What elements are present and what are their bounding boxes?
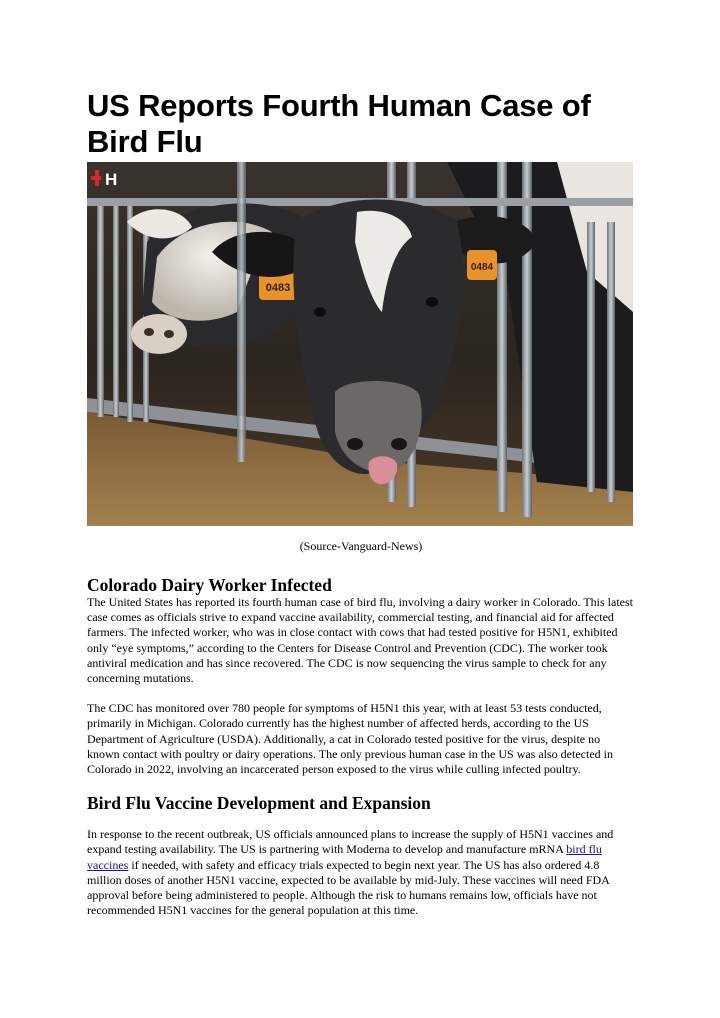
ear-tag-right-text: 0484 (470, 262, 494, 273)
photo-caption: (Source-Vanguard-News) (299, 539, 423, 553)
site-logo (91, 167, 117, 189)
article (87, 88, 635, 918)
page-title: US Reports Fourth Human Case of Bird Flu (87, 88, 591, 159)
cows-illustration (87, 162, 633, 526)
paragraph-text-before-link: In response to the recent outbreak, US officials announced plans to increase the supply of H5N1 vaccines and expand testing availability. The US is partnering with Moderna to develop and manufacture mRNA (87, 827, 614, 857)
logo-letter: H (105, 170, 118, 189)
section-heading-colorado: Colorado Dairy Worker Infected (87, 575, 332, 595)
paragraph: The United States has reported its fourth human case of bird flu, involving a dairy worker in Colorado. This latest case comes as officials strive to expand vaccine availability, commercial testing, and financial aid for affected farmers. The infected worker, who was in close contact with cows that had tested positive for H5N1, exhibited only “eye symptoms,” according to the Centers for Disease Control and Prevention (CDC). The worker took antiviral medication and has since recovered. The CDC is now sequencing the virus sample to check for any concerning mutations. (87, 595, 633, 686)
bird-flu-vaccines-link[interactable]: bird flu vaccines (87, 842, 602, 872)
paragraph: The CDC has monitored over 780 people for symptoms of H5N1 this year, with at least 53 tests conducted, primarily in Michigan. Colorado currently has the highest number of affected herds, according to the US Department of Agriculture (USDA). Additionally, a cat in Colorado tested positive for the virus, despite no known contact with poultry or dairy operations. The only previous human case in the US was also detected in Colorado in 2022, involving an incarcerated person exposed to the virus while culling infected poultry. (87, 701, 613, 777)
paragraph-text-after-link: if needed, with safety and efficacy trials expected to begin next year. The US has also ordered 4.8 million doses of another H5N1 vaccine, expected to be available by mid-July. These vaccines will need FDA approval before being administered to people. Although the risk to humans remains low, officials have not recommended H5N1 vaccines for the general population at this time. (87, 857, 610, 918)
article-photo (87, 162, 633, 526)
paragraph-vaccine (87, 827, 635, 918)
section-heading-vaccine: Bird Flu Vaccine Development and Expansion (87, 793, 431, 814)
ear-tag-left-text: 0483 (265, 282, 291, 294)
